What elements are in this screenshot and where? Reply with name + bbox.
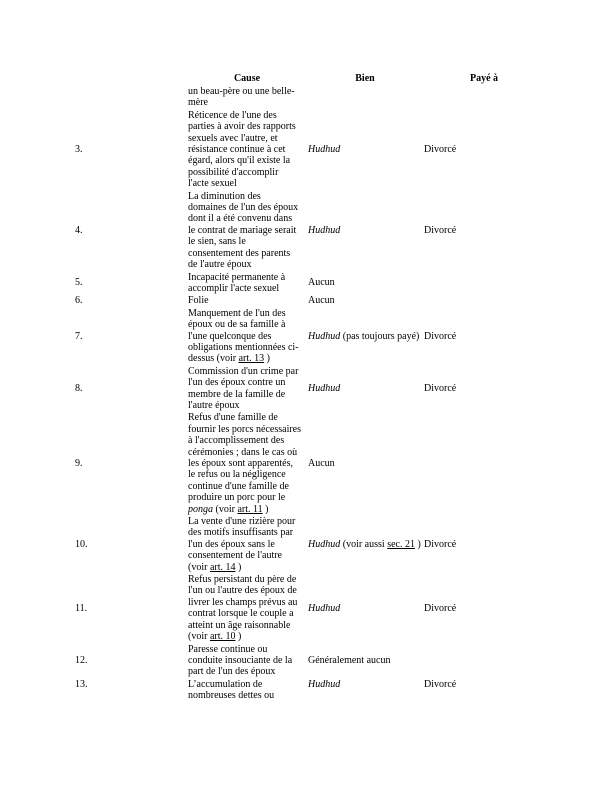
- row-paye: [423, 644, 545, 678]
- cause-line: [188, 377, 306, 388]
- italic-term: Hudhud: [308, 538, 341, 550]
- text-segment: La diminution des: [188, 190, 261, 202]
- cause-line: [188, 504, 306, 515]
- text-segment: le sien, sans le: [188, 236, 246, 248]
- text-segment: Aucun: [308, 458, 335, 469]
- cause-line: [188, 481, 306, 492]
- table-row: [74, 191, 545, 271]
- text-segment: à l'accomplissement des: [188, 435, 285, 447]
- table-row: [74, 366, 545, 412]
- cause-line: [188, 342, 306, 353]
- cause-line: [188, 225, 306, 236]
- cause-line: [188, 144, 306, 155]
- row-cause: [187, 644, 307, 678]
- text-segment: (voir: [188, 631, 210, 643]
- cause-line: [188, 155, 306, 166]
- text-segment: fournir les porcs nécessaires: [188, 423, 302, 435]
- text-segment: l'un ou l'autre des époux de: [188, 585, 297, 597]
- row-number: 12.: [75, 654, 88, 666]
- italic-term: Hudhud: [308, 602, 341, 614]
- row-bien: [307, 516, 423, 573]
- table-header-row: [74, 73, 545, 85]
- text-segment: accomplir l'acte sexuel: [188, 282, 280, 294]
- table-row: [74, 110, 545, 190]
- text-segment: ): [414, 538, 421, 550]
- text-segment: dont il a été convenu dans: [188, 213, 293, 225]
- row-paye: Divorcé: [424, 382, 457, 394]
- table-row: [74, 644, 545, 678]
- row-bien: [307, 110, 423, 190]
- row-paye: [423, 272, 545, 295]
- row-number: 11.: [75, 602, 88, 614]
- text-segment: Commission d'un crime par: [188, 365, 299, 377]
- text-segment: un beau-père ou une belle-: [188, 86, 295, 97]
- cause-line: [188, 527, 306, 538]
- cause-line: [188, 608, 306, 619]
- row-bien: [307, 679, 423, 702]
- text-segment: le contrat de mariage serait: [188, 224, 297, 236]
- text-segment: sexuels avec l'autre, et: [188, 132, 278, 144]
- cause-line: [188, 562, 306, 573]
- cause-line: [188, 597, 306, 608]
- cause-line: [188, 178, 306, 189]
- row-number: 4.: [75, 224, 83, 236]
- row-bien: [307, 191, 423, 271]
- cause-line: [188, 259, 306, 270]
- text-segment: époux ou de sa famille à: [188, 319, 286, 331]
- italic-term: Hudhud: [308, 678, 341, 690]
- text-segment: cérémonies ; dans le cas où: [188, 446, 298, 458]
- cause-line: [188, 248, 306, 259]
- text-segment: l'une quelconque des: [188, 330, 272, 342]
- cause-line: [188, 539, 306, 550]
- cause-line: [188, 202, 306, 213]
- text-segment: Manquement de l'un des: [188, 307, 286, 319]
- text-segment: conduite insouciante de la: [188, 654, 293, 666]
- row-bien: [307, 272, 423, 295]
- text-segment: ): [264, 353, 270, 365]
- row-bien: [307, 295, 423, 306]
- article-link[interactable]: sec. 21: [387, 538, 415, 550]
- row-cause: [187, 191, 307, 271]
- text-segment: domaines de l'un des époux: [188, 202, 299, 214]
- table-row: [74, 295, 545, 306]
- text-segment: La vente d'une rizière pour: [188, 516, 296, 528]
- text-segment: égard, alors qu'il existe la: [188, 155, 291, 167]
- text-segment: part de l'un des époux: [188, 666, 276, 678]
- text-segment: L’accumulation de: [188, 678, 263, 690]
- table-row: [74, 272, 545, 295]
- italic-term: Hudhud: [308, 382, 341, 394]
- text-segment: continue d'une famille de: [188, 480, 289, 492]
- row-paye: Divorcé: [424, 602, 457, 614]
- cause-line: [188, 574, 306, 585]
- row-cause: [187, 308, 307, 365]
- text-segment: l'autre époux: [188, 399, 240, 411]
- text-segment: consentement de l'autre: [188, 550, 282, 562]
- text-segment: résistance continue à cet: [188, 144, 286, 156]
- cause-line: [188, 400, 306, 411]
- cause-line: [188, 458, 306, 469]
- row-number: 10.: [75, 538, 88, 550]
- header-cause: Cause: [233, 73, 261, 84]
- text-segment: (voir aussi: [340, 538, 388, 550]
- cause-line: [188, 424, 306, 435]
- row-bien: [307, 366, 423, 412]
- row-paye: [423, 412, 545, 515]
- text-segment: l'un des époux sans le: [188, 538, 275, 550]
- text-segment: Folie: [188, 295, 209, 307]
- cause-line: [188, 679, 306, 690]
- italic-term: Hudhud: [308, 144, 341, 156]
- text-segment: Réticence de l'une des: [188, 109, 277, 121]
- text-segment: les époux sont apparentés,: [188, 458, 293, 469]
- text-segment: possibilité d'accomplir: [188, 166, 279, 178]
- header-paye: Payé à: [469, 73, 499, 84]
- text-segment: (pas toujours payé): [340, 330, 420, 342]
- cause-line: [188, 167, 306, 178]
- text-segment: (voir: [188, 561, 210, 573]
- text-segment: Aucun: [308, 295, 335, 307]
- cause-line: [188, 283, 306, 294]
- text-segment: Refus persistant du père de: [188, 574, 297, 586]
- text-segment: ): [235, 561, 242, 573]
- italic-term: ponga: [188, 503, 213, 515]
- text-segment: Refus d'une famille de: [188, 412, 278, 424]
- text-segment: dessus (voir: [188, 353, 239, 365]
- cause-line: [188, 435, 306, 446]
- cause-line: [188, 550, 306, 561]
- cause-line: [188, 447, 306, 458]
- row-paye: Divorcé: [424, 224, 457, 236]
- table-row: [74, 86, 545, 109]
- row-number: 7.: [75, 330, 83, 342]
- cause-line: [188, 631, 306, 642]
- header-bien: Bien: [355, 73, 375, 84]
- text-segment: mère: [188, 97, 208, 109]
- italic-term: Hudhud: [308, 330, 341, 342]
- row-number: 9.: [75, 458, 83, 469]
- table-row: [74, 516, 545, 573]
- text-segment: ): [235, 631, 242, 643]
- cause-line: [188, 236, 306, 247]
- table-body: [74, 86, 545, 702]
- row-bien: [307, 412, 423, 515]
- text-segment: Généralement aucun: [308, 654, 391, 666]
- cause-line: [188, 412, 306, 423]
- italic-term: Hudhud: [308, 224, 341, 236]
- text-segment: Paresse continue ou: [188, 643, 268, 655]
- cause-line: [188, 319, 306, 330]
- table-row: [74, 308, 545, 365]
- cause-line: [188, 272, 306, 283]
- row-bien: [307, 308, 423, 365]
- row-paye: Divorcé: [424, 144, 457, 156]
- text-segment: livrer les champs prévus au: [188, 596, 298, 608]
- row-bien: [307, 644, 423, 678]
- cause-line: [188, 110, 306, 121]
- text-segment: l'acte sexuel: [188, 178, 237, 190]
- text-segment: nombreuses dettes ou: [188, 690, 275, 702]
- row-number: [74, 86, 187, 109]
- table-row: [74, 574, 545, 642]
- cause-line: [188, 295, 306, 306]
- text-segment: membre de la famille de: [188, 388, 286, 400]
- text-segment: Aucun: [308, 277, 335, 289]
- cause-line: [188, 389, 306, 400]
- cause-line: [188, 469, 306, 480]
- row-cause: [187, 679, 307, 702]
- text-segment: atteint un âge raisonnable: [188, 619, 291, 631]
- row-paye: [423, 86, 545, 109]
- text-segment: ): [262, 503, 269, 515]
- table-row: [74, 412, 545, 515]
- row-cause: [187, 574, 307, 642]
- text-segment: Incapacité permanente à: [188, 271, 286, 283]
- cause-line: [188, 97, 306, 108]
- text-segment: obligations mentionnées ci-: [188, 341, 299, 353]
- text-segment: le refus ou la négligence: [188, 469, 286, 481]
- cause-line: [188, 655, 306, 666]
- table-row: [74, 679, 545, 702]
- cause-line: [188, 516, 306, 527]
- row-cause: [187, 516, 307, 573]
- row-paye: Divorcé: [424, 678, 457, 690]
- row-bien: [307, 574, 423, 642]
- row-paye: Divorcé: [424, 330, 457, 342]
- cause-line: [188, 666, 306, 677]
- row-number: 6.: [75, 295, 83, 307]
- row-cause: [187, 412, 307, 515]
- text-segment: consentement des parents: [188, 247, 291, 259]
- article-link[interactable]: art. 10: [209, 631, 236, 643]
- row-cause: [187, 295, 307, 306]
- text-segment: de l'autre époux: [188, 259, 252, 271]
- cause-line: [188, 690, 306, 701]
- cause-line: [188, 644, 306, 655]
- article-link[interactable]: art. 13: [238, 353, 265, 365]
- row-number: 5.: [75, 277, 83, 289]
- cause-line: [188, 353, 306, 364]
- row-bien: [307, 86, 423, 109]
- text-segment: parties à avoir des rapports: [188, 121, 296, 133]
- row-number: 3.: [75, 144, 83, 156]
- cause-line: [188, 620, 306, 631]
- row-paye: Divorcé: [424, 538, 457, 550]
- cause-line: [188, 191, 306, 202]
- cause-line: [188, 213, 306, 224]
- row-cause: [187, 366, 307, 412]
- text-segment: produire un porc pour le: [188, 492, 286, 504]
- cause-line: [188, 366, 306, 377]
- cause-line: [188, 86, 306, 97]
- article-link[interactable]: art. 11: [237, 503, 263, 515]
- row-cause: [187, 86, 307, 109]
- cause-line: [188, 133, 306, 144]
- divorce-causes-table: [74, 72, 545, 703]
- text-segment: contrat lorsque le couple a: [188, 608, 294, 620]
- cause-line: [188, 492, 306, 503]
- text-segment: l'un des époux contre un: [188, 377, 286, 389]
- article-link[interactable]: art. 14: [209, 561, 236, 573]
- cause-line: [188, 121, 306, 132]
- row-paye: [423, 295, 545, 306]
- text-segment: (voir: [213, 503, 238, 515]
- row-cause: [187, 272, 307, 295]
- row-number: 13.: [75, 678, 88, 690]
- header-number: [74, 73, 187, 85]
- cause-line: [188, 585, 306, 596]
- row-number: 8.: [75, 382, 83, 394]
- row-cause: [187, 110, 307, 190]
- cause-line: [188, 331, 306, 342]
- text-segment: des motifs insuffisants par: [188, 527, 294, 539]
- cause-line: [188, 308, 306, 319]
